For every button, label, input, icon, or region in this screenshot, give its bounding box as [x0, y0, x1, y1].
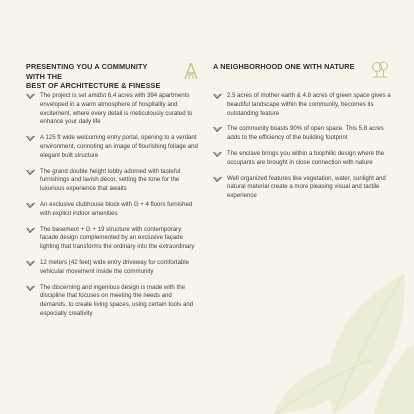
list-item — [213, 175, 391, 201]
list-item-text: The project is set amidst 6.4 acres with 394 apartments enveloped in a warm atmosphere of hospitality and excitement, where every detail is meticulously curated to enhance your daily life — [40, 92, 193, 126]
list-item-text: 2.5 acres of mother earth & 4.8 acres of green space gives a beautiful landscape within the community, becomes its outstanding feature — [227, 92, 391, 117]
leaf-bullet-icon — [26, 227, 35, 234]
leaf-bullet-icon — [213, 93, 222, 100]
leaf-bullet-icon — [213, 126, 222, 133]
list-item — [26, 134, 200, 160]
leaf-decoration — [214, 234, 414, 414]
list-item — [213, 150, 391, 168]
list-item — [26, 92, 200, 127]
section-heading: A NEIGHBORHOOD ONE WITH NATURE — [213, 62, 355, 71]
list-item — [26, 168, 200, 194]
trees-icon — [371, 60, 389, 78]
list-item-text: The basement + G + 19 structure with contemporary facade design complemented by an exclusive façade lighting that transforms the ordinary into the extraordinary — [40, 225, 195, 251]
list-item — [213, 125, 391, 143]
list-item — [26, 201, 200, 219]
leaf-bullet-icon — [26, 169, 35, 176]
list-item-text: The grand double height lobby adorned with tasteful furnishings and lavish décor, setting the tone for the luxurious experience that awaits — [40, 167, 181, 193]
leaf-bullet-icon — [213, 176, 222, 183]
list-item-text: The community boasts 90% of open space. This 5.8 acres adds to the efficiency of the building footprint — [227, 125, 384, 142]
nature-list — [213, 92, 391, 201]
list-item-text: An exclusive clubhouse block with G + 4 floors furnished with explicit indoor amenities — [40, 200, 193, 217]
list-item — [26, 284, 200, 319]
architecture-list — [26, 92, 200, 319]
architecture-section — [26, 62, 200, 326]
list-item — [213, 92, 391, 118]
leaf-bullet-icon — [26, 135, 35, 142]
list-item — [26, 226, 200, 252]
leaf-bullet-icon — [26, 93, 35, 100]
leaf-bullet-icon — [26, 260, 35, 267]
building-a-icon — [184, 62, 198, 80]
leaf-bullet-icon — [26, 202, 35, 209]
list-item-text: The enclave brings you within a biophilic design where the occupants are brought in close connection with nature — [227, 149, 385, 166]
list-item-text: Well organized features like vegetation, water, sunlight and natural material create a more pleasing visual and tactile experience — [227, 174, 386, 200]
list-item-text: The discerning and ingenious design is made with the discipline that focuses on meeting the needs and demands, to create living spaces, using certain tools and especially creativity — [40, 283, 194, 317]
nature-section — [213, 62, 391, 208]
list-item-text: A 125 ft wide welcoming entry portal, opening to a verdant environment, connoting an image of flourishing foliage and elegant built structure — [40, 134, 198, 159]
leaf-bullet-icon — [213, 151, 222, 158]
leaf-bullet-icon — [26, 285, 35, 292]
list-item — [26, 259, 200, 277]
section-heading: PRESENTING YOU A COMMUNITY WITH THE BEST OF ARCHITECTURE & FINESSE — [26, 62, 161, 90]
list-item-text: 12 meters (42 feet) wide entry driveway for comfortable vehicular movement inside the community — [40, 258, 190, 275]
